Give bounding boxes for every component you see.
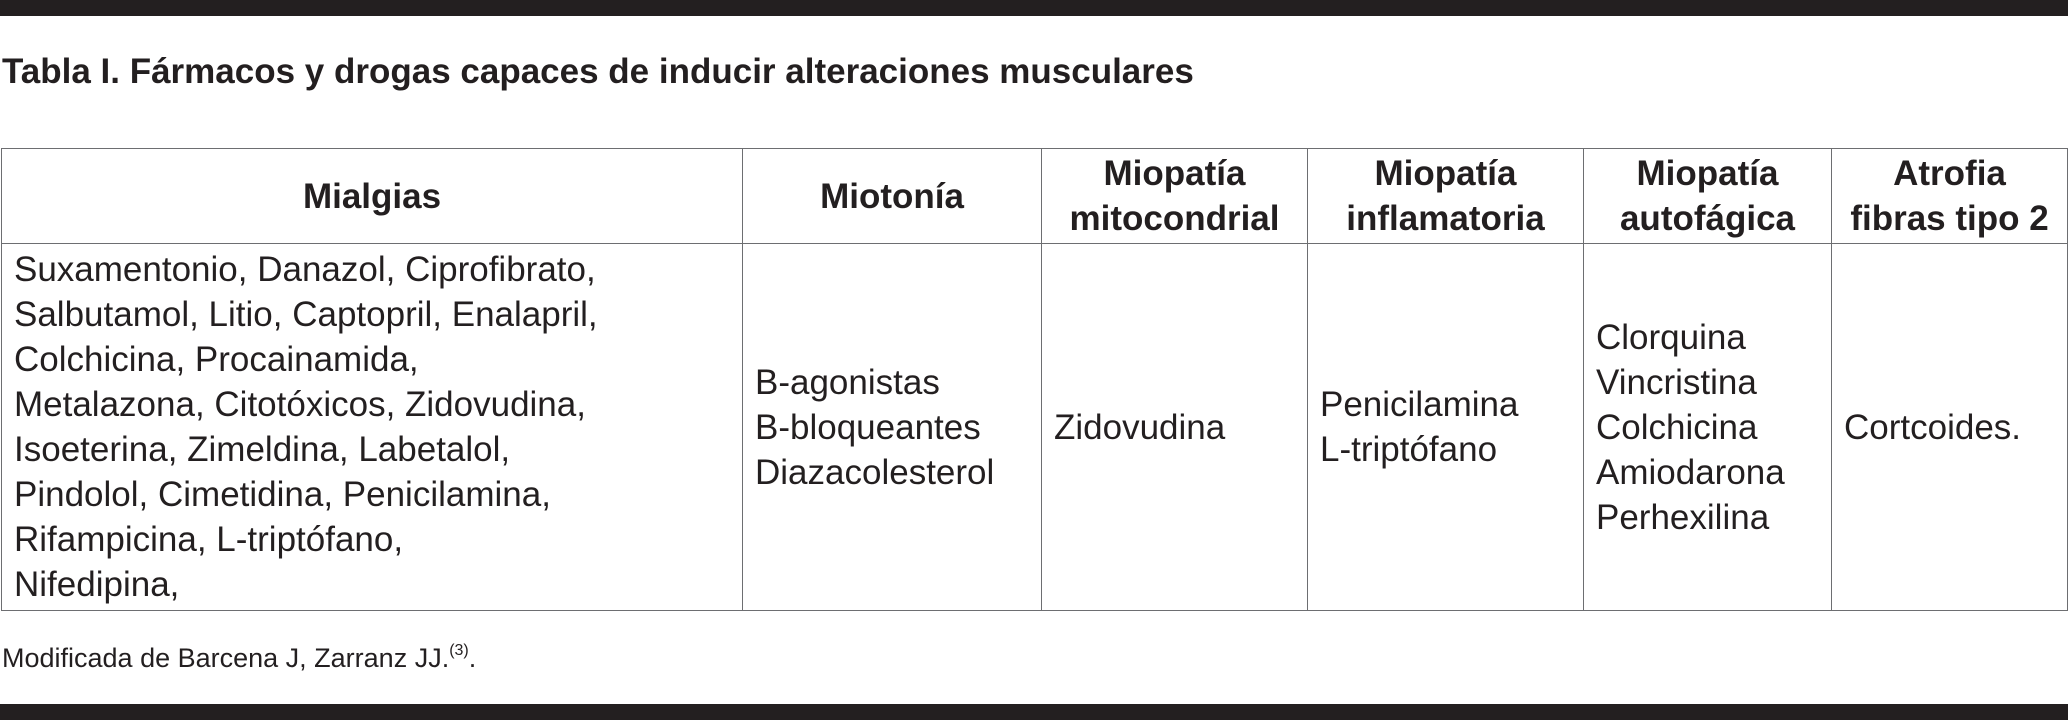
source-suffix: . — [468, 643, 477, 673]
cell-miopatia-inflamatoria: Penicilamina L-triptófano — [1308, 244, 1584, 611]
header-miotonia: Miotonía — [743, 149, 1042, 244]
header-miopatia-inflamatoria: Miopatía inflamatoria — [1308, 149, 1584, 244]
bottom-rule — [0, 704, 2068, 720]
cell-mialgias: Suxamentonio, Danazol, Ciprofibrato, Salbutamol, Litio, Captopril, Enalapril, Colchicina, Procainamida, Metalazona, Citotóxicos, Zidovudina, Isoeterina, Zimeldina, Labetalol, Pindolol, Cimetidina, Penicilamina, Rifampicina, L-triptófano, Nifedipina, — [2, 244, 743, 611]
source-note — [2, 640, 476, 676]
top-rule — [0, 0, 2068, 16]
header-row — [2, 149, 2068, 244]
cell-miopatia-autofagica: Clorquina Vincristina Colchicina Amiodarona Perhexilina — [1584, 244, 1832, 611]
reference-superscript: (3) — [449, 642, 469, 659]
header-miopatia-autofagica: Miopatía autofágica — [1584, 149, 1832, 244]
table-title: Tabla I. Fármacos y drogas capaces de inducir alteraciones musculares — [2, 52, 1194, 91]
header-mialgias: Mialgias — [2, 149, 743, 244]
cell-atrofia-fibras: Cortcoides. — [1832, 244, 2068, 611]
header-miopatia-mitocondrial: Miopatía mitocondrial — [1042, 149, 1308, 244]
table-row — [2, 244, 2068, 611]
cell-miotonia: B-agonistas B-bloqueantes Diazacolesterol — [743, 244, 1042, 611]
header-atrofia-fibras: Atrofia fibras tipo 2 — [1832, 149, 2068, 244]
drug-table — [1, 148, 2068, 611]
cell-miopatia-mitocondrial: Zidovudina — [1042, 244, 1308, 611]
source-text: Modificada de Barcena J, Zarranz JJ. — [2, 643, 450, 673]
